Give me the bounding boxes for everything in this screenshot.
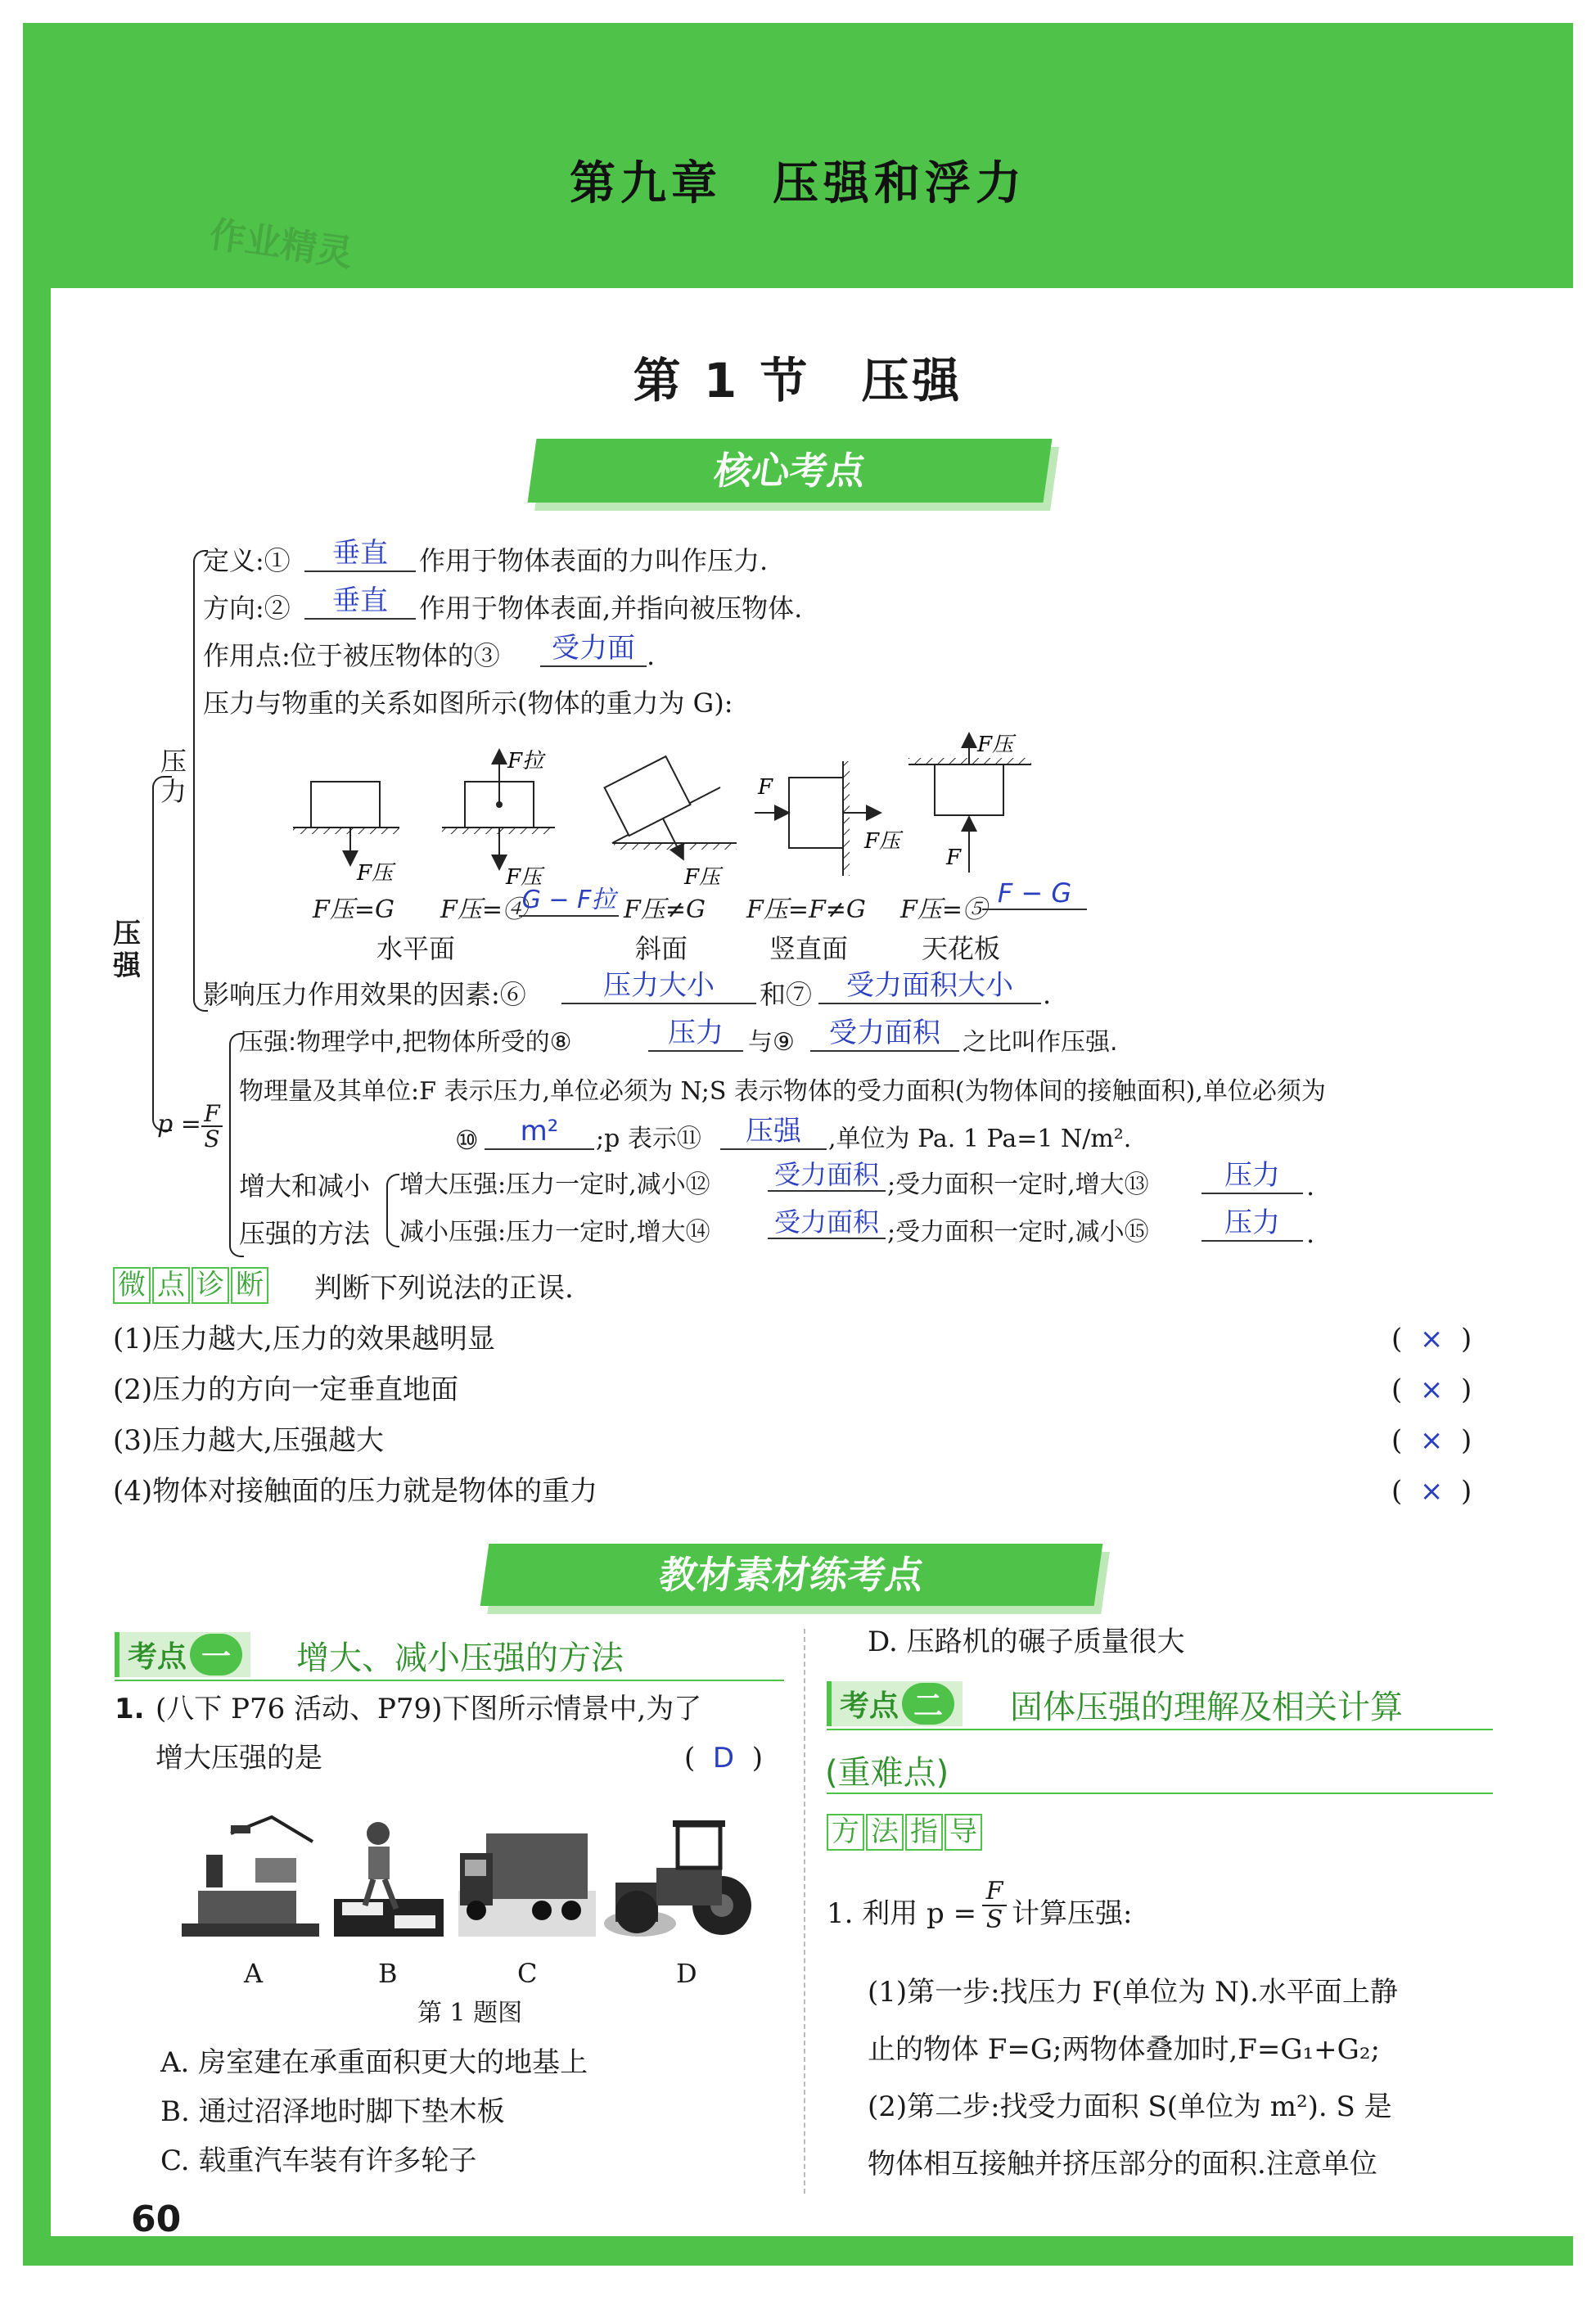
- step2-line2: 物体相互接触并挤压部分的面积.注意单位: [868, 2148, 1377, 2180]
- dir-suffix: 作用于物体表面,并指向被压物体.: [419, 593, 803, 624]
- factors-line: 影响压力作用效果的因素:⑥: [203, 979, 526, 1010]
- p-def-mid: 与⑨: [748, 1028, 795, 1057]
- point-suffix: .: [647, 640, 656, 671]
- option-b: B. 通过沼泽地时脚下垫木板: [160, 2095, 505, 2128]
- diagram-horizontal: [293, 782, 399, 886]
- img-label-d: D: [676, 1958, 697, 1989]
- q1-number: 1.: [115, 1693, 145, 1725]
- def-suffix: 作用于物体表面的力叫作压力.: [419, 545, 769, 576]
- f-press-label-1: F压: [357, 861, 394, 886]
- blank-1: 垂直: [304, 537, 416, 572]
- root-brace: [152, 776, 172, 1131]
- q1-images: [182, 1801, 771, 1956]
- unit-suffix: ,单位为 Pa. 1 Pa=1 N/m².: [828, 1125, 1132, 1153]
- label-horizontal: 水平面: [376, 933, 456, 964]
- step-intro-fraction: F S: [982, 1878, 1007, 1933]
- diagnosis-label: 微 点 诊 断: [113, 1267, 270, 1304]
- pressure-formula: p =: [157, 1110, 201, 1139]
- diagram-ceiling: [908, 733, 1031, 873]
- f-press-label-4: F压: [864, 829, 901, 854]
- diagram-wall: [755, 761, 904, 876]
- p-def-suffix: 之比叫作压强.: [963, 1028, 1118, 1057]
- point-line: 作用点:位于被压物体的③: [203, 640, 500, 671]
- step-intro-suffix: 计算压强:: [1012, 1897, 1133, 1930]
- f-pull-label: F拉: [507, 749, 544, 773]
- option-d: D. 压路机的碾子质量很大: [868, 1626, 1185, 1658]
- practice-banner: 教材素材练考点: [480, 1544, 1103, 1606]
- img-label-c: C: [517, 1958, 538, 1989]
- method-brace: [386, 1174, 399, 1247]
- option-a: A. 房室建在承重面积更大的地基上: [160, 2046, 588, 2079]
- inc-line: 增大压强:压力一定时,减小⑫: [399, 1170, 710, 1199]
- image-b-swamp: [334, 1822, 444, 1937]
- f-label-wall: F: [758, 775, 773, 800]
- diagnosis-item-3: (3)压力越大,压强越大: [113, 1424, 384, 1457]
- figure-caption: 第 1 题图: [417, 1999, 523, 2027]
- diagnosis-item-4: (4)物体对接触面的压力就是物体的重力: [113, 1475, 598, 1508]
- watermark: 作业精灵: [206, 213, 356, 275]
- eq-wall: F压=F≠G: [746, 895, 866, 924]
- diagnosis-answer-2: ( × ): [1391, 1373, 1472, 1406]
- blank-12: 受力面积: [768, 1159, 886, 1192]
- quantity-line: 物理量及其单位:F 表示压力,单位必须为 N;S 表示物体的受力面积(为物体间的接触面积),单位必须为: [239, 1077, 1326, 1106]
- label-ceiling: 天花板: [922, 933, 1001, 964]
- eq-incline: F压≠G: [624, 895, 706, 924]
- q1-text-line2: 增大压强的是: [156, 1742, 322, 1775]
- chapter-title: 第九章 压强和浮力: [570, 157, 1026, 210]
- diagram-incline: [605, 756, 737, 890]
- eq-pull: F压=④: [440, 895, 527, 924]
- kaodian-1-title: 增大、减小压强的方法: [296, 1639, 624, 1677]
- diagnosis-item-1: (1)压力越大,压力的效果越明显: [113, 1323, 495, 1355]
- blank-4: G − F拉: [519, 886, 619, 917]
- inc-mid: ;受力面积一定时,增大⑬: [887, 1170, 1149, 1199]
- image-c-truck: [458, 1833, 596, 1937]
- blank-13: 压力: [1202, 1159, 1303, 1194]
- core-banner: 核心考点: [528, 439, 1053, 503]
- label-wall: 竖直面: [769, 933, 849, 964]
- diagnosis-answer-1: ( × ): [1391, 1323, 1472, 1355]
- dir-line: 方向:②: [203, 593, 291, 624]
- kaodian-1-tag: 考点 一: [115, 1632, 250, 1677]
- q1-answer: ( D ): [684, 1742, 763, 1775]
- option-c: C. 载重汽车装有许多轮子: [160, 2144, 477, 2177]
- blank-6: 压力大小: [561, 969, 756, 1004]
- image-d-roller: [604, 1820, 751, 1937]
- label-incline: 斜面: [635, 933, 688, 964]
- kaodian-2-title-2: (重难点): [825, 1754, 949, 1792]
- blank-15: 压力: [1202, 1206, 1303, 1242]
- unit-mid: ;p 表示⑪: [596, 1125, 701, 1153]
- unit-prefix: ⑩: [455, 1125, 479, 1156]
- kaodian-2-rule-2: [827, 1793, 1493, 1794]
- pressure-fraction: F S: [201, 1102, 223, 1152]
- dec-line: 减小压强:压力一定时,增大⑭: [399, 1218, 710, 1247]
- column-divider: [804, 1629, 805, 2194]
- blank-9: 受力面积: [810, 1017, 959, 1052]
- method-label-1: 增大和减小: [239, 1170, 371, 1202]
- kaodian-2-rule: [827, 1729, 1493, 1730]
- root-label: 压强: [113, 918, 141, 983]
- blank-8: 压力: [648, 1017, 743, 1052]
- diagnosis-item-2: (2)压力的方向一定垂直地面: [113, 1373, 459, 1406]
- img-label-b: B: [378, 1958, 398, 1989]
- image-a-foundation: [182, 1817, 319, 1937]
- step1-line1: (1)第一步:找压力 F(单位为 N).水平面上静: [868, 1976, 1398, 2009]
- eq-horizontal: F压=G: [313, 895, 394, 924]
- blank-5: F − G: [982, 877, 1087, 910]
- kaodian-2-tag: 考点 二: [827, 1681, 963, 1726]
- blank-14: 受力面积: [768, 1206, 886, 1239]
- section-title: 第 1 节 压强: [633, 353, 963, 408]
- blank-3: 受力面: [540, 632, 647, 667]
- method-label-2: 压强的方法: [239, 1218, 371, 1249]
- f-press-label-2: F压: [506, 865, 543, 890]
- blank-10: m²: [485, 1115, 594, 1150]
- relation-line: 压力与物重的关系如图所示(物体的重力为 G):: [203, 688, 733, 719]
- inc-suffix: .: [1306, 1170, 1315, 1202]
- diagnosis-answer-3: ( × ): [1391, 1424, 1472, 1457]
- eq-ceiling: F压=⑤: [900, 895, 987, 924]
- dec-mid: ;受力面积一定时,减小⑮: [887, 1218, 1149, 1247]
- kaodian-2-title: 固体压强的理解及相关计算: [1010, 1689, 1403, 1726]
- p-def-line: 压强:物理学中,把物体所受的⑧: [239, 1028, 572, 1057]
- step1-line2: 止的物体 F=G;两物体叠加时,F=G₁+G₂;: [868, 2033, 1380, 2066]
- img-label-a: A: [244, 1958, 264, 1989]
- blank-2: 垂直: [304, 584, 416, 620]
- q1-text-line1: (八下 P76 活动、P79)下图所示情景中,为了: [156, 1693, 702, 1725]
- def-line: 定义:①: [203, 545, 291, 576]
- blank-7: 受力面积大小: [818, 969, 1041, 1004]
- f-press-label-3: F压: [684, 865, 721, 890]
- method-label: 方 法 指 导: [827, 1814, 984, 1851]
- factors-suffix: .: [1043, 979, 1052, 1010]
- diagnosis-instruction: 判断下列说法的正误.: [314, 1272, 574, 1305]
- kaodian-1-rule: [115, 1680, 784, 1681]
- step-intro: 1. 利用 p =: [827, 1897, 977, 1930]
- f-press-label-5: F压: [977, 733, 1014, 757]
- diagram-pull: [442, 749, 555, 890]
- page-number: 60: [131, 2199, 182, 2240]
- f-label-ceiling: F: [946, 846, 962, 870]
- force-label: 压力: [160, 746, 187, 807]
- step2-line1: (2)第二步:找受力面积 S(单位为 m²). S 是: [868, 2090, 1392, 2123]
- dec-suffix: .: [1306, 1218, 1315, 1249]
- diagnosis-answer-4: ( × ): [1391, 1475, 1472, 1508]
- factors-and: 和⑦: [760, 979, 813, 1010]
- blank-11: 压强: [720, 1115, 827, 1150]
